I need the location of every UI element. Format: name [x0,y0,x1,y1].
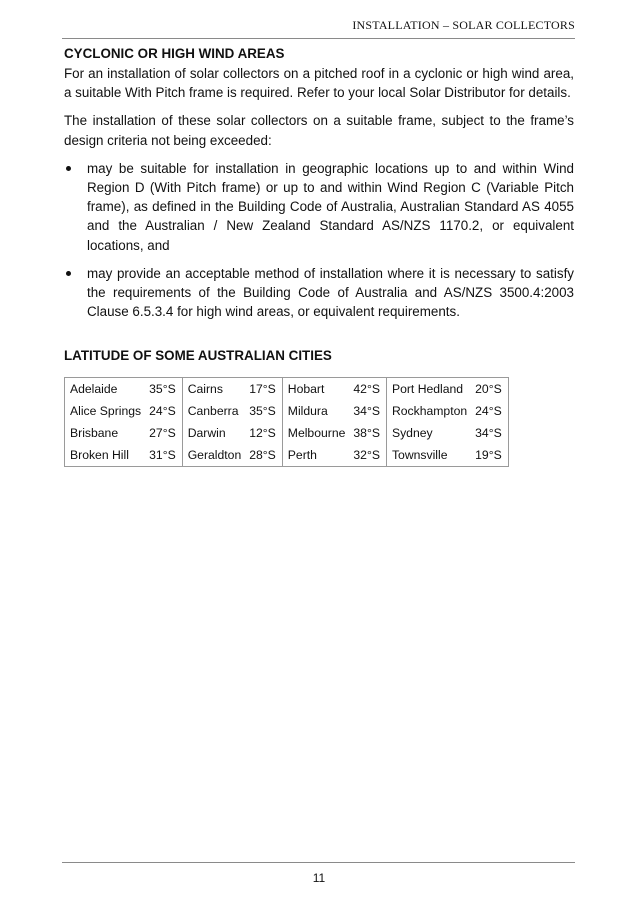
city-latitude: 34°S [475,426,502,441]
wind-bullet-list [64,159,574,322]
bullet-icon [66,271,71,276]
city-name: Brisbane [70,426,119,441]
table-row [65,444,509,467]
city-name: Melbourne [287,426,346,441]
city-latitude: 35°S [145,378,182,401]
city-name: Broken Hill [70,448,129,463]
city-name: Mildura [287,404,328,419]
city-name: Cairns [187,382,223,397]
city-latitude: 28°S [245,444,282,467]
bullet-item [64,159,574,255]
city-name: Alice Springs [70,404,142,419]
city-latitude: 31°S [145,444,182,467]
city-latitude: 17°S [245,378,282,401]
bullet-text: may be suitable for installation in geographic locations up to and within Wind Region D (With Pitch frame) or up to and within Wind Region C (Variable Pitch frame), as defined in the Building Code of Australia, Australian Standard AS 4055 and the Australian / New Zealand Standard AS/NZS 1170.2, or equivalent locations, and [87,160,574,253]
table-row [65,422,509,444]
city-name: Sydney [391,426,433,441]
running-header: INSTALLATION – SOLAR COLLECTORS [352,18,575,32]
city-latitude: 38°S [349,422,386,444]
city-latitude: 19°S [475,448,502,463]
city-latitude: 20°S [475,382,502,397]
city-name: Darwin [187,426,226,441]
city-latitude: 27°S [145,422,182,444]
header-rule [62,38,575,39]
bullet-item [64,264,574,322]
city-latitude: 35°S [245,400,282,422]
city-latitude: 42°S [349,378,386,401]
wind-paragraph-1: For an installation of solar collectors on a pitched roof in a cyclonic or high wind area, a suitable With Pitch frame is required. Refer to your local Solar Distributor for details. [64,66,574,101]
city-latitude: 24°S [475,404,502,419]
city-name: Adelaide [70,382,118,397]
table-row [65,400,509,422]
city-name: Rockhampton [391,404,468,419]
city-name: Hobart [287,382,325,397]
page-number: 11 [312,871,326,885]
city-latitude: 34°S [349,400,386,422]
bullet-icon [66,166,71,171]
city-latitude: 32°S [349,444,386,467]
city-name: Geraldton [187,448,242,463]
city-name: Port Hedland [391,382,464,397]
city-name: Canberra [187,404,239,419]
page-content [64,44,574,467]
city-name: Perth [287,448,317,463]
latitude-table [64,377,509,467]
bullet-text: may provide an acceptable method of installation where it is necessary to satisfy the requirements of the Building Code of Australia and AS/NZS 3500.4:2003 Clause 6.5.3.4 for high wind areas, or equivalent requirements. [87,265,574,320]
footer-rule [62,862,575,863]
wind-paragraph-2: The installation of these solar collectors on a suitable frame, subject to the frame’s design criteria not being exceeded: [64,113,574,148]
table-row [65,378,509,401]
city-name: Townsville [391,448,448,463]
latitude-section-heading: LATITUDE OF SOME AUSTRALIAN CITIES [64,348,332,364]
city-latitude: 12°S [245,422,282,444]
wind-section-heading: CYCLONIC OR HIGH WIND AREAS [64,46,285,61]
city-latitude: 24°S [145,400,182,422]
